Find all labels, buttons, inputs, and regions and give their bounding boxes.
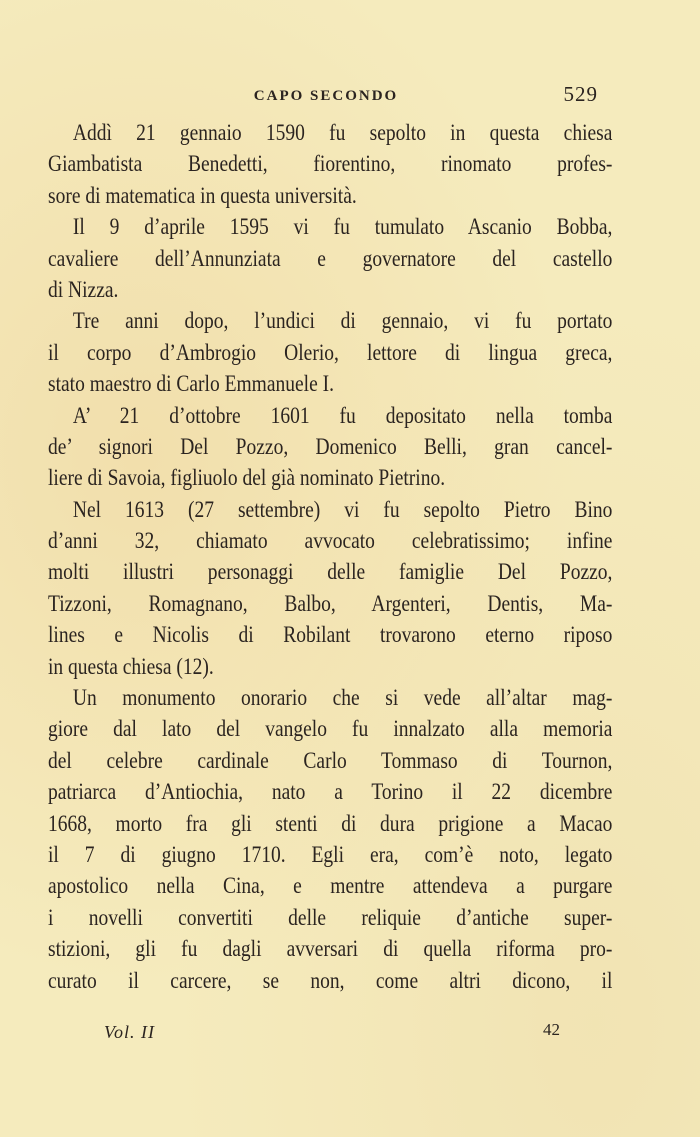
text-line: 1668, morto fra gli stenti di dura prigione a Macao bbox=[48, 810, 613, 837]
text-line: stizioni, gli fu dagli avversari di quella riforma pro- bbox=[48, 936, 613, 963]
text-line: Nel 1613 (27 settembre) vi fu sepolto Pietro Bino bbox=[72, 496, 613, 523]
running-head bbox=[0, 82, 700, 108]
text-line: Addì 21 gennaio 1590 fu sepolto in questa chiesa bbox=[72, 120, 613, 146]
page-footer bbox=[0, 1022, 700, 1048]
text-line: Tizzoni, Romagnano, Balbo, Argenteri, Dentis, Ma- bbox=[48, 590, 613, 617]
signature-mark: 42 bbox=[543, 1020, 560, 1039]
text-line: il corpo d’Ambrogio Olerio, lettore di lingua greca, bbox=[48, 339, 613, 366]
text-line: curato il carcere, se non, come altri dicono, il bbox=[48, 967, 613, 994]
text-line: liere di Savoia, figliuolo del già nominato Pietrino. bbox=[48, 465, 446, 492]
text-line: de’ signori Del Pozzo, Domenico Belli, gran cancel- bbox=[48, 433, 613, 460]
text-line: Il 9 d’aprile 1595 vi fu tumulato Ascanio Bobba, bbox=[72, 214, 613, 241]
text-line: sore di matematica in questa università. bbox=[48, 182, 357, 209]
text-line: molti illustri personaggi delle famiglie Del Pozzo, bbox=[48, 559, 613, 586]
text-line: il 7 di giugno 1710. Egli era, com’è noto, legato bbox=[48, 841, 613, 868]
text-line: giore dal lato del vangelo fu innalzato alla memoria bbox=[48, 716, 613, 743]
text-line: Un monumento onorario che si vede all’altar mag- bbox=[72, 685, 613, 712]
text-line: lines e Nicolis di Robilant trovarono eterno riposo bbox=[48, 622, 613, 649]
body-text bbox=[48, 118, 612, 997]
text-line: Giambatista Benedetti, fiorentino, rinomato profes- bbox=[48, 151, 613, 178]
volume-label: Vol. II bbox=[104, 1022, 155, 1042]
text-line: stato maestro di Carlo Emmanuele I. bbox=[48, 371, 334, 398]
text-line: Tre anni dopo, l’undici di gennaio, vi fu portato bbox=[72, 308, 613, 335]
text-line: apostolico nella Cina, e mentre attendeva a purgare bbox=[48, 873, 613, 900]
text-line: A’ 21 d’ottobre 1601 fu depositato nella tomba bbox=[72, 402, 613, 429]
text-line: in questa chiesa (12). bbox=[48, 653, 214, 680]
text-line: i novelli convertiti delle reliquie d’antiche super- bbox=[48, 904, 613, 931]
text-line: cavaliere dell’Annunziata e governatore del castello bbox=[48, 245, 613, 272]
text-line: patriarca d’Antiochia, nato a Torino il 22 dicembre bbox=[48, 779, 613, 806]
text-line: d’anni 32, chiamato avvocato celebratissimo; infine bbox=[48, 528, 613, 555]
text-line: di Nizza. bbox=[48, 276, 119, 303]
running-title: CAPO SECONDO bbox=[253, 88, 399, 104]
text-line: del celebre cardinale Carlo Tommaso di Tournon, bbox=[48, 747, 613, 774]
page-number: 529 bbox=[563, 82, 598, 106]
